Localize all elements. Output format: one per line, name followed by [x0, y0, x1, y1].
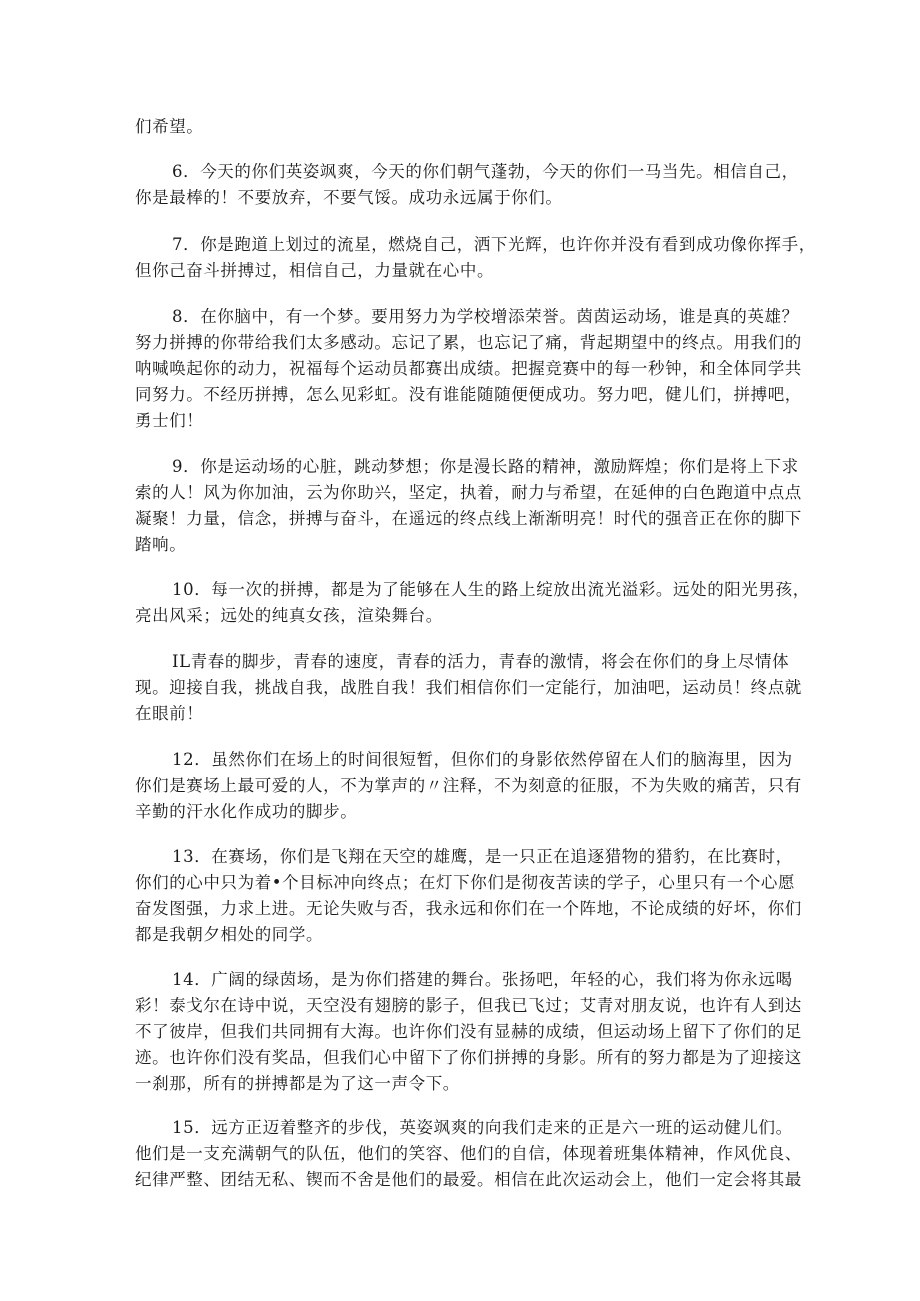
paragraph-line: 6．今天的你们英姿飒爽，今天的你们朝气蓬勃，今天的你们一马当先。相信自己，	[172, 162, 799, 181]
paragraph-line: 踏响。	[135, 535, 187, 554]
paragraph-line: 索的人！风为你加油，云为你助兴，坚定，执着，耐力与希望，在延伸的白色跑道中点点	[135, 483, 802, 502]
paragraph-line: 现。迎接自我，挑战自我，战胜自我！我们相信你们一定能行，加油吧，运动员！终点就	[135, 678, 802, 697]
paragraph-line: 10．每一次的拼搏，都是为了能够在人生的路上绽放出流光溢彩。远处的阳光男孩，	[172, 580, 810, 599]
paragraph-line: 不了彼岸，但我们共同拥有大海。也许你们没有显赫的成绩，但运动场上留下了你们的足	[135, 1022, 802, 1041]
paragraph-line: 迹。也许你们没有奖品，但我们心中留下了你们拼搏的身影。所有的努力都是为了迎接这	[135, 1048, 802, 1067]
paragraph-line: 呐喊唤起你的动力，祝福每个运动员都赛出成绩。把握竞赛中的每一秒钟，和全体同学共	[135, 359, 802, 378]
paragraph-line: 但你己奋斗拼搏过，相信自己，力量就在心中。	[135, 261, 495, 280]
paragraph-line: 你是最棒的！不要放弃，不要气馁。成功永远属于你们。	[135, 188, 563, 207]
paragraph-line: 8．在你脑中，有一个梦。要用努力为学校增添荣誉。茵茵运动场，谁是真的英雄？	[172, 307, 799, 326]
paragraph-line: 凝聚！力量，信念，拼搏与奋斗，在遥远的终点线上渐渐明亮！时代的强音正在你的脚下	[135, 509, 802, 528]
paragraph-line: 亮出风采；远处的纯真女孩，渲染舞台。	[135, 606, 443, 625]
paragraph-line: 你们是赛场上最可爱的人，不为掌声的〃注释，不为刻意的征服，不为失败的痛苦，只有	[135, 776, 802, 795]
paragraph-line: 在眼前！	[135, 704, 204, 723]
paragraph-line: 14．广阔的绿茵场，是为你们搭建的舞台。张扬吧，年轻的心，我们将为你永远喝	[172, 970, 793, 989]
paragraph-line: IL青春的脚步，青春的速度，青春的活力，青春的激情，将会在你们的身上尽情体	[172, 652, 790, 671]
paragraph-line: 同努力。不经历拼搏，怎么见彩虹。没有谁能随随便便成功。努力吧，健儿们，拼搏吧，	[135, 385, 802, 404]
paragraph-line: 彩！泰戈尔在诗中说，天空没有翅膀的影子，但我已飞过；艾青对朋友说，也许有人到达	[135, 996, 802, 1015]
paragraph-line: 你们的心中只为着•个目标冲向终点；在灯下你们是彻夜苦读的学子，心里只有一个心愿	[135, 873, 796, 892]
paragraph-line: 们希望。	[135, 117, 204, 136]
paragraph-line: 他们是一支充满朝气的队伍，他们的笑容、他们的自信，体现着班集体精神，作风优良、	[135, 1144, 802, 1163]
paragraph-line: 7．你是跑道上划过的流星，燃烧自己，洒下光辉，也许你并没有看到成功像你挥手，	[172, 235, 816, 254]
paragraph-line: 辛勤的汗水化作成功的脚步。	[135, 802, 358, 821]
paragraph-line: 纪律严整、团结无私、锲而不舍是他们的最爱。相信在此次运动会上，他们一定会将其最	[135, 1170, 802, 1189]
paragraph-line: 都是我朝夕相处的同学。	[135, 925, 324, 944]
paragraph-line: 12．虽然你们在场上的时间很短暂，但你们的身影依然停留在人们的脑海里，因为	[172, 750, 793, 769]
paragraph-line: 一刹那，所有的拼搏都是为了这一声令下。	[135, 1074, 460, 1093]
paragraph-line: 勇士们！	[135, 411, 204, 430]
paragraph-line: 13．在赛场，你们是飞翔在天空的雄鹰，是一只正在追逐猎物的猎豹，在比赛时，	[172, 847, 793, 866]
paragraph-line: 9．你是运动场的心脏，跳动梦想；你是漫长路的精神，激励辉煌；你们是将上下求	[172, 457, 799, 476]
paragraph-line: 15．远方正迈着整齐的步伐，英姿飒爽的向我们走来的正是六一班的运动健儿们。	[172, 1118, 793, 1137]
paragraph-line: 奋发图强，力求上进。无论失败与否，我永远和你们在一个阵地，不论成绩的好坏，你们	[135, 899, 802, 918]
paragraph-line: 努力拼搏的你带给我们太多感动。忘记了累，也忘记了痛，背起期望中的终点。用我们的	[135, 333, 802, 352]
